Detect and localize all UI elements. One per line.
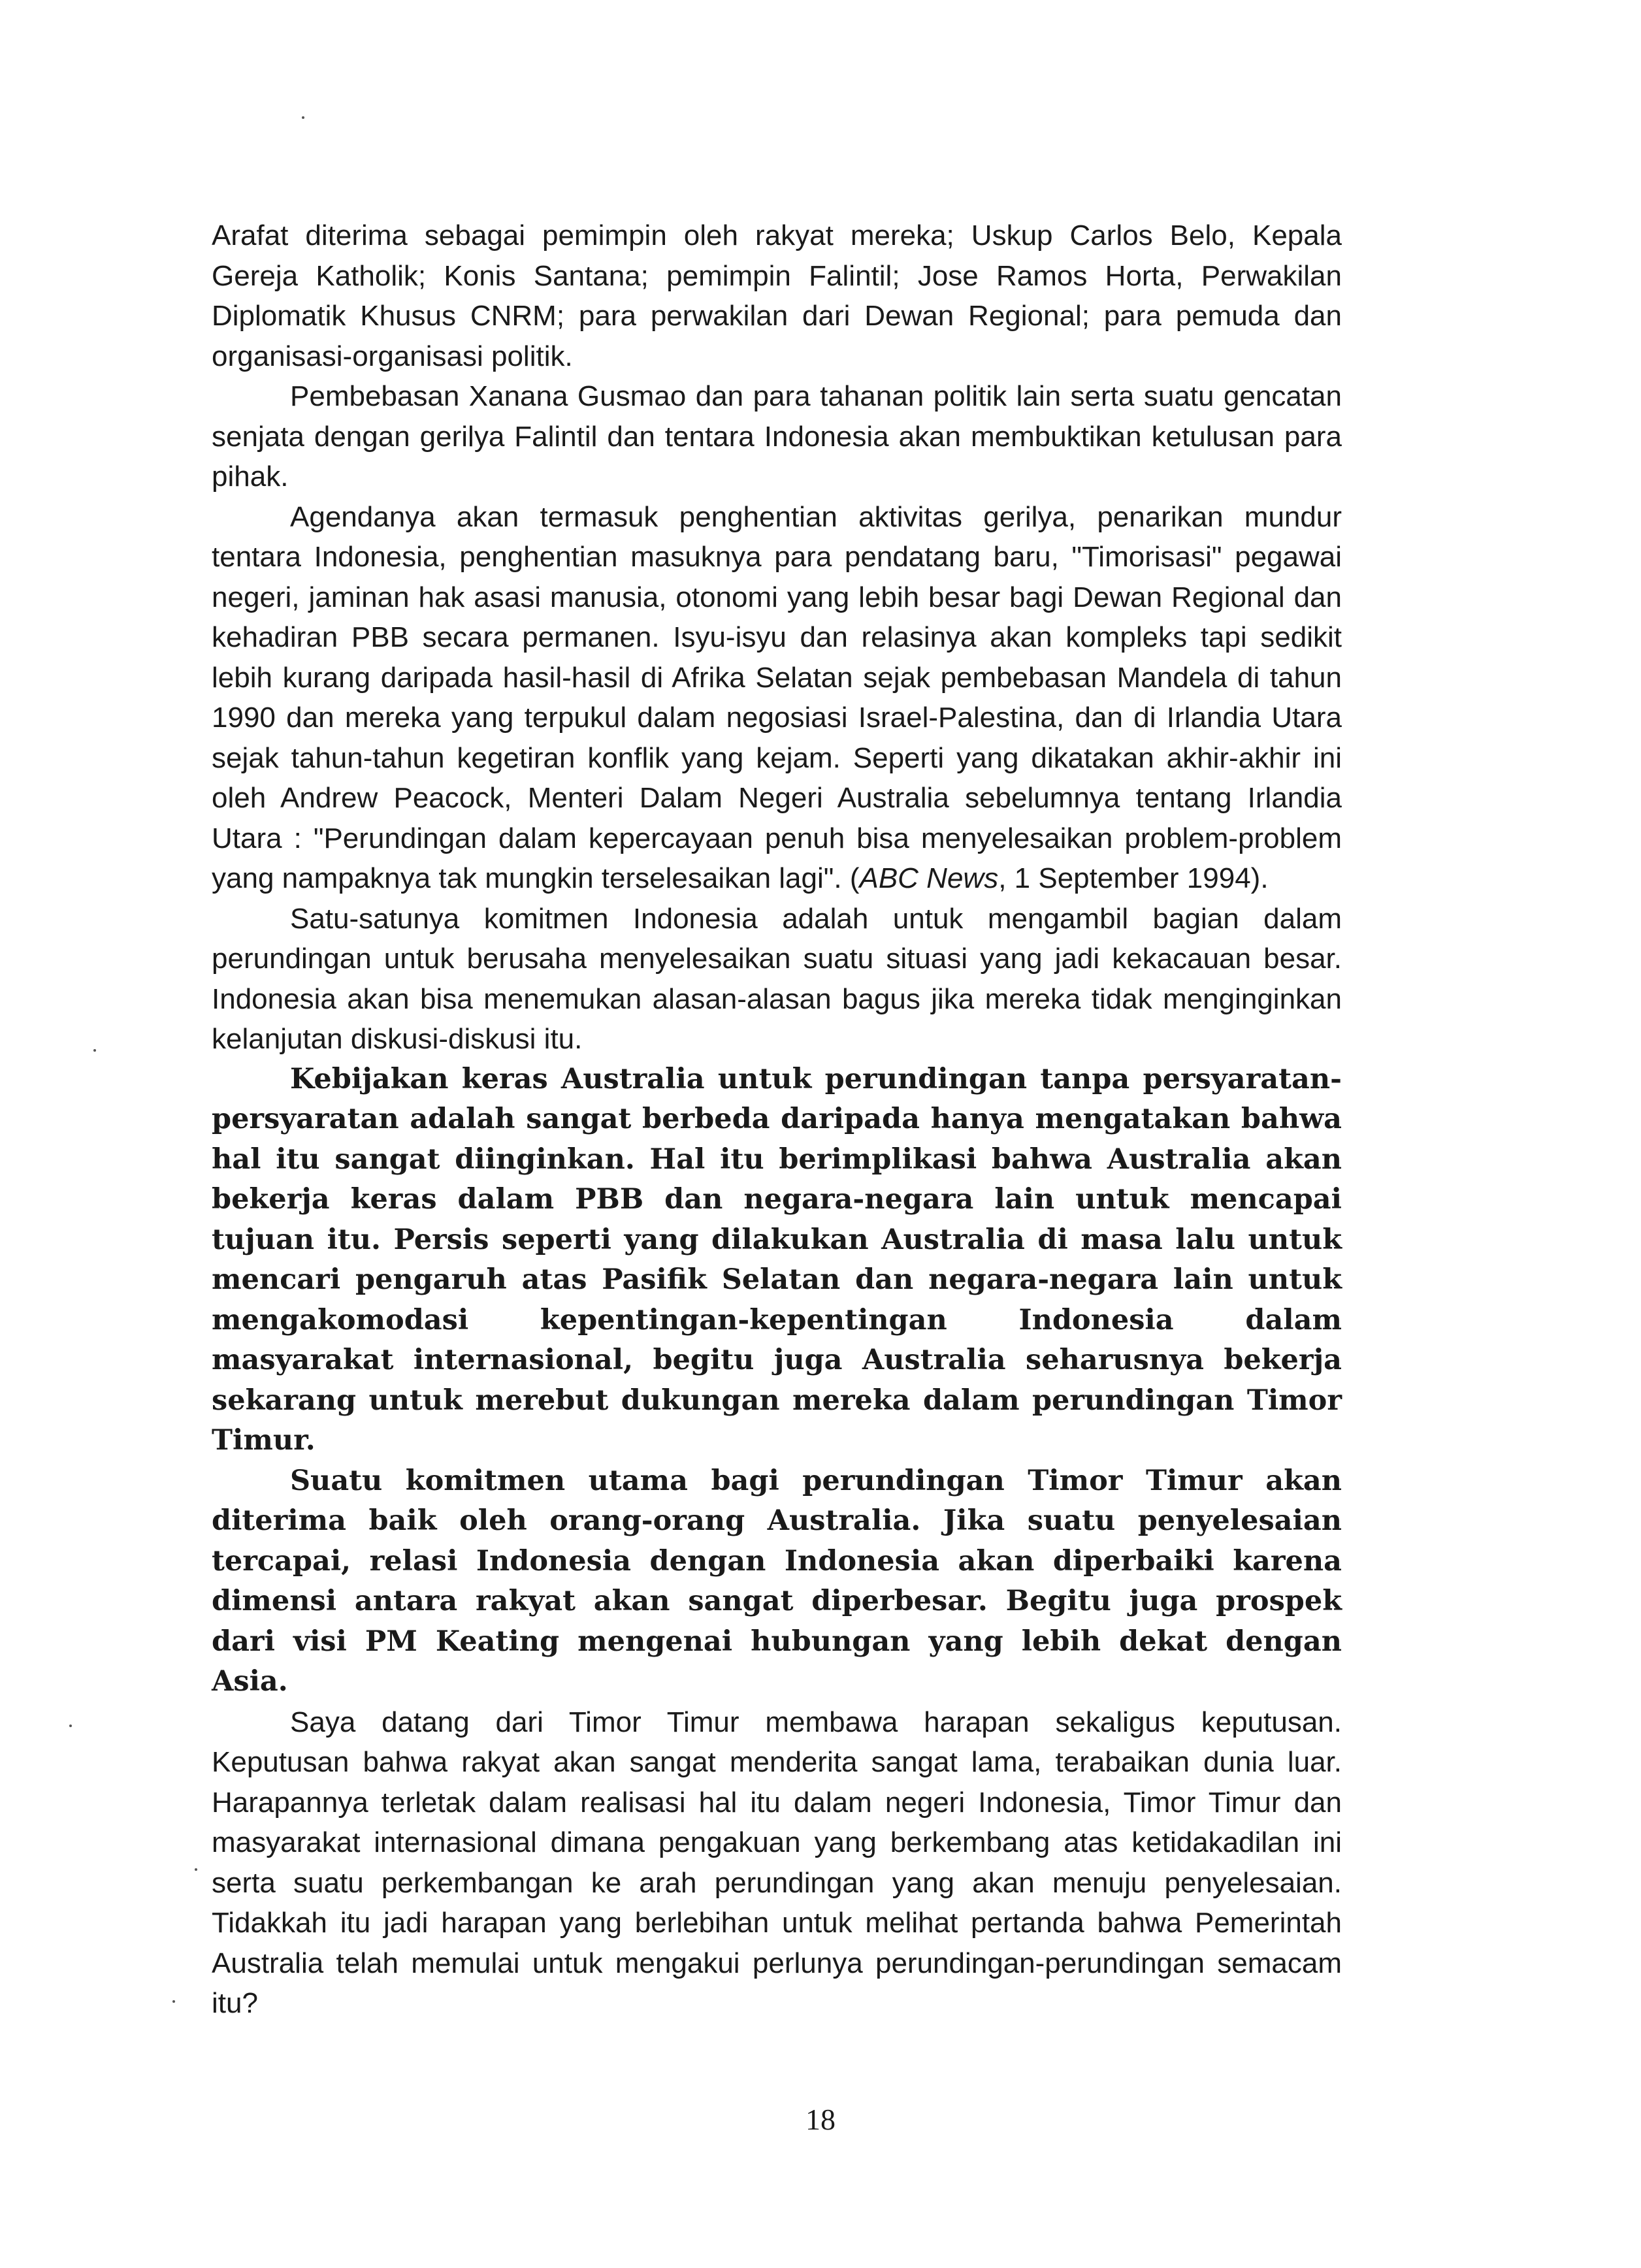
paragraph-1 xyxy=(212,216,1342,376)
paragraph-text: Pembebasan Xanana Gusmao dan para tahanan politik lain serta suatu gencatan senjata dengan gerilya Falintil dan tentara Indonesia akan membuktikan ketulusan para pihak. xyxy=(212,380,1342,493)
citation-title: ABC News xyxy=(859,862,999,894)
scan-speck xyxy=(302,116,304,119)
paragraph-text: Saya datang dari Timor Timur membawa harapan sekaligus keputusan. Keputusan bahwa rakyat akan sangat menderita sangat lama, terabaikan dunia luar. Harapannya terletak dalam realisasi hal itu dalam negeri Indonesia, Timor Timur dan masyarakat internasional dimana pengakuan yang berkembang atas ketidakadilan ini serta suatu perkembangan ke arah perundingan yang akan menuju penyelesaian. Tidakkah itu jadi harapan yang berlebihan untuk melihat pertanda bahwa Pemerintah Australia telah memulai untuk mengakui perlunya perundingan-perundingan semacam itu? xyxy=(212,1706,1342,2019)
scan-speck xyxy=(93,1049,96,1052)
paragraph-text: , 1 September 1994). xyxy=(998,862,1269,894)
paragraph-text: Agendanya akan termasuk penghentian aktivitas gerilya, penarikan mundur tentara Indonesia, penghentian masuknya para pendatang baru, "Timorisasi" pegawai negeri, jaminan hak asasi manusia, otonomi yang lebih besar bagi Dewan Regional dan kehadiran PBB secara permanen. Isyu-isyu dan relasinya akan kompleks tapi sedikit lebih kurang daripada hasil-hasil di Afrika Selatan sejak pembebasan Mandela di tahun 1990 dan mereka yang terpukul dalam negosiasi Israel-Palestina, dan di Irlandia Utara sejak tahun-tahun kegetiran konflik yang kejam. Seperti yang dikatakan akhir-akhir ini oleh Andrew Peacock, Menteri Dalam Negeri Australia sebelumnya tentang Irlandia Utara : "Perundingan dalam kepercayaan penuh bisa menyelesaikan problem-problem yang nampaknya tak mungkin terselesaikan lagi". ( xyxy=(212,500,1342,894)
paragraph-text: Kebijakan keras Australia untuk perundingan tanpa persyaratan-persyaratan adalah sangat berbeda daripada hanya mengatakan bahwa hal itu sangat diinginkan. Hal itu berimplikasi bahwa Australia akan bekerja keras dalam PBB dan negara-negara lain untuk mencapai tujuan itu. Persis seperti yang dilakukan Australia di masa lalu untuk mencari pengaruh atas Pasifik Selatan dan negara-negara lain untuk mengakomodasi kepentingan-kepentingan Indonesia dalam masyarakat internasional, begitu juga Australia seharusnya bekerja sekarang untuk merebut dukungan mereka dalam perundingan Timor Timur. xyxy=(212,1062,1342,1457)
paragraph-2 xyxy=(212,376,1342,497)
paragraph-7 xyxy=(212,1702,1342,2024)
paragraph-text: Suatu komitmen utama bagi perundingan Timor Timur akan diterima baik oleh orang-orang Australia. Jika suatu penyelesaian tercapai, relasi Indonesia dengan Indonesia akan diperbaiki karena dimensi antara rakyat akan sangat diperbesar. Begitu juga prospek dari visi PM Keating mengenai hubungan yang lebih dekat dengan Asia. xyxy=(212,1464,1342,1698)
paragraph-text: Arafat diterima sebagai pemimpin oleh rakyat mereka; Uskup Carlos Belo, Kepala Gereja Katholik; Konis Santana; pemimpin Falintil; Jose Ramos Horta, Perwakilan Diplomatik Khusus CNRM; para perwakilan dari Dewan Regional; para pemuda dan organisasi-organisasi politik. xyxy=(212,219,1342,372)
paragraph-4 xyxy=(212,899,1342,1060)
paragraph-6 xyxy=(212,1461,1342,1702)
body-text xyxy=(212,216,1342,2024)
scan-speck xyxy=(195,1868,197,1871)
paragraph-5 xyxy=(212,1060,1342,1461)
scan-speck xyxy=(172,2000,175,2003)
paragraph-text: Satu-satunya komitmen Indonesia adalah untuk mengambil bagian dalam perundingan untuk berusaha menyelesaikan suatu situasi yang jadi kekacauan besar. Indonesia akan bisa menemukan alasan-alasan bagus jika mereka tidak menginginkan kelanjutan diskusi-diskusi itu. xyxy=(212,902,1342,1055)
page-number: 18 xyxy=(805,2103,836,2136)
paragraph-3 xyxy=(212,497,1342,899)
scan-speck xyxy=(69,1725,72,1727)
